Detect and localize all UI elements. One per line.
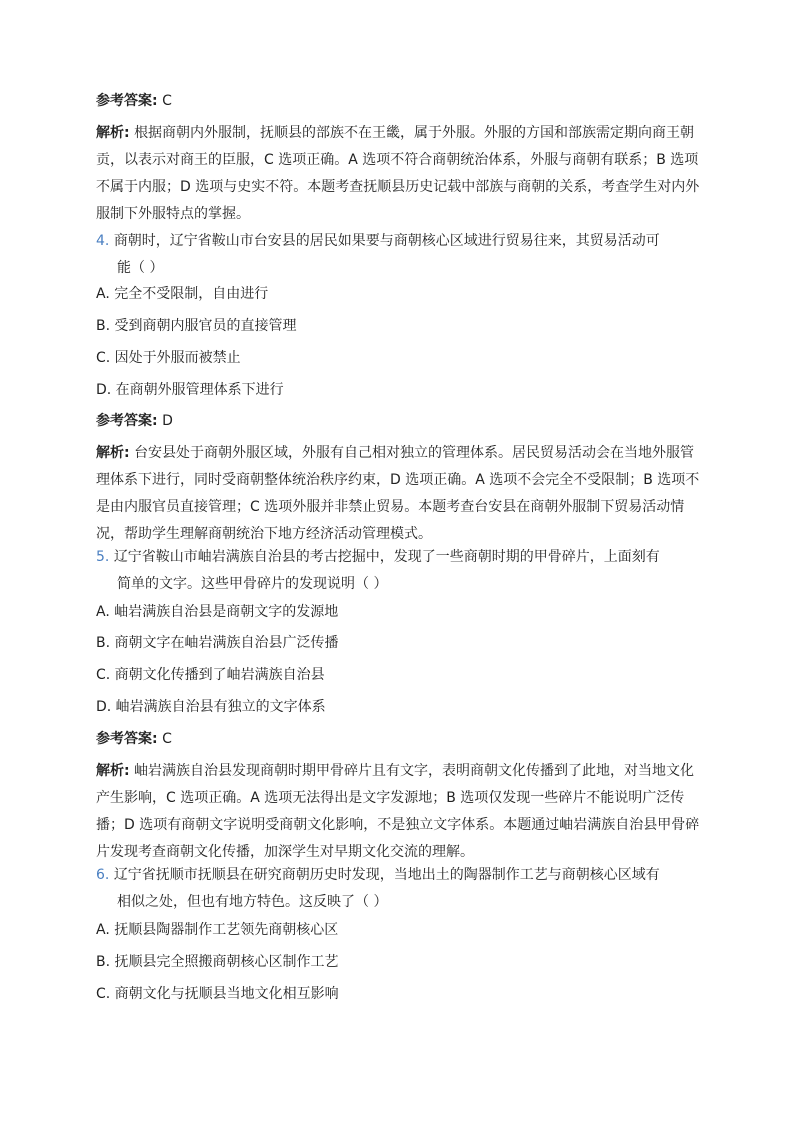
q6-option-b: B. 抚顺县完全照搬商朝核心区制作工艺	[96, 954, 339, 970]
question-text: 商朝时，辽宁省鞍山市台安县的居民如果要与商朝核心区域进行贸易往来，其贸易活动可	[113, 233, 660, 249]
answer-label: 参考答案:	[96, 413, 158, 429]
explanation-label: 解析:	[96, 445, 130, 461]
explanation-text: 台安县处于商朝外服区域，外服有自己相对独立的管理体系。居民贸易活动会在当地外服管理体系下进行，同时受商朝整体统治秩序约束，D 选项正确。A 选项不会完全不受限制；B 选项不是由内服官员直接管理；C 选项外服并非禁止贸易。本题考查台安县在商朝外服制下贸易活动情况，帮助学生理解商朝统治下地方经济活动管理模式。	[96, 445, 700, 542]
question-stem-line	[96, 228, 702, 255]
q5-option-c: C. 商朝文化传播到了岫岩满族自治县	[96, 667, 325, 683]
q4-option-a: A. 完全不受限制，自由进行	[96, 286, 269, 302]
question-number: 4.	[96, 233, 110, 249]
explanation-label: 解析:	[96, 125, 130, 141]
explanation-text: 根据商朝内外服制，抚顺县的部族不在王畿，属于外服。外服的方国和部族需定期向商王朝贡，以表示对商王的臣服，C 选项正确。A 选项不符合商朝统治体系，外服与商朝有联系；B 选项不属于内服；D 选项与史实不符。本题考查抚顺县历史记载中部族与商朝的关系，考查学生对内外服制下外服特点的掌握。	[96, 125, 700, 222]
answer-value: D	[162, 413, 173, 429]
question-stem-line	[96, 544, 702, 571]
q5-answer	[96, 726, 702, 753]
answer-label: 参考答案:	[96, 731, 158, 747]
answer-label: 参考答案:	[96, 93, 158, 109]
q5-option-d: D. 岫岩满族自治县有独立的文字体系	[96, 699, 326, 715]
question-stem-line: 能（ ）	[117, 260, 164, 276]
q4-option-b: B. 受到商朝内服官员的直接管理	[96, 318, 297, 334]
question-number: 5.	[96, 549, 110, 565]
question-text: 辽宁省抚顺市抚顺县在研究商朝历史时发现，当地出土的陶器制作工艺与商朝核心区域有	[113, 867, 660, 883]
q4-answer	[96, 408, 702, 435]
q4-option-c: C. 因处于外服而被禁止	[96, 350, 241, 366]
q4-stem	[96, 228, 702, 282]
answer-value: C	[162, 731, 172, 747]
q5-explanation	[96, 758, 702, 866]
question-stem-line: 简单的文字。这些甲骨碎片的发现说明（ ）	[117, 576, 388, 592]
question-text: 辽宁省鞍山市岫岩满族自治县的考古挖掘中，发现了一些商朝时期的甲骨碎片，上面刻有	[113, 549, 660, 565]
q6-option-a: A. 抚顺县陶器制作工艺领先商朝核心区	[96, 922, 339, 938]
answer-value: C	[162, 93, 172, 109]
q5-option-b: B. 商朝文字在岫岩满族自治县广泛传播	[96, 635, 339, 651]
q5-option-a: A. 岫岩满族自治县是商朝文字的发源地	[96, 604, 339, 620]
q3-explanation	[96, 120, 702, 228]
q4-option-d: D. 在商朝外服管理体系下进行	[96, 382, 284, 398]
q3-answer	[96, 88, 702, 115]
question-stem-line	[96, 862, 702, 889]
explanation-label: 解析:	[96, 763, 130, 779]
q5-stem	[96, 544, 702, 598]
question-number: 6.	[96, 867, 110, 883]
explanation-text: 岫岩满族自治县发现商朝时期甲骨碎片且有文字，表明商朝文化传播到了此地，对当地文化产生影响，C 选项正确。A 选项无法得出是文字发源地；B 选项仅发现一些碎片不能说明广泛传播；D 选项有商朝文字说明受商朝文化影响，不是独立文字体系。本题通过岫岩满族自治县甲骨碎片发现考查商朝文化传播，加深学生对早期文化交流的理解。	[96, 763, 700, 860]
q6-option-c: C. 商朝文化与抚顺县当地文化相互影响	[96, 986, 339, 1002]
question-stem-line: 相似之处，但也有地方特色。这反映了（ ）	[117, 894, 388, 910]
q6-stem	[96, 862, 702, 916]
q4-explanation	[96, 440, 702, 548]
